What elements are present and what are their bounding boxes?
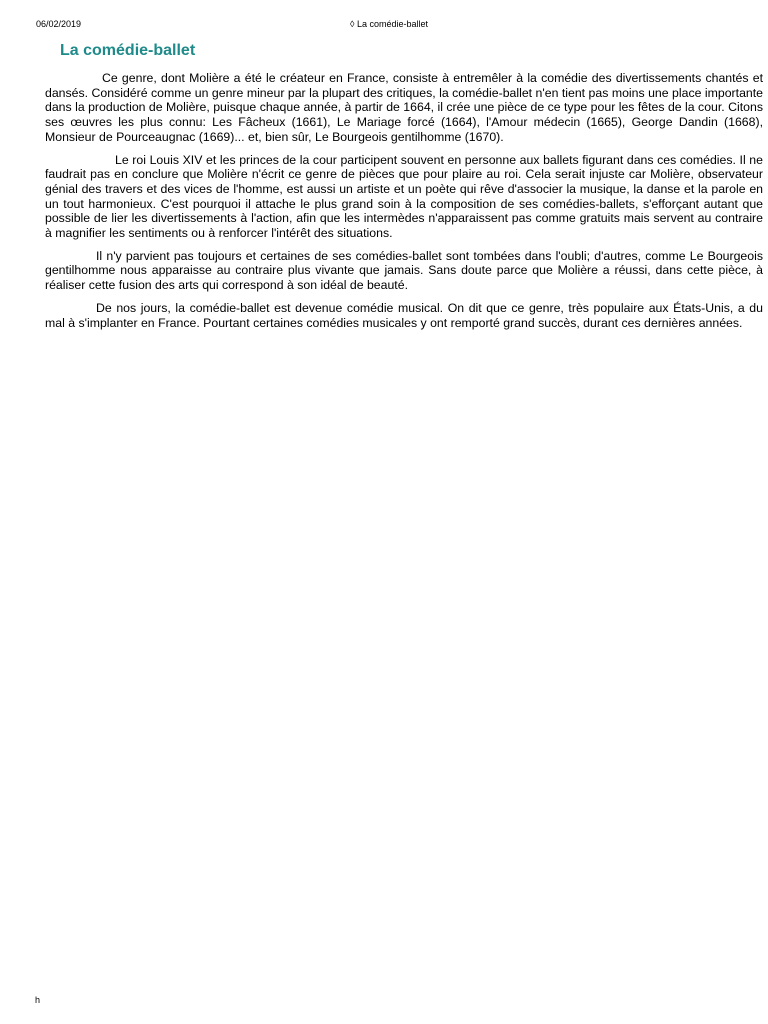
print-header [36, 18, 742, 30]
article-paragraph-3: Il n'y parvient pas toujours et certaines de ses comédies-ballet sont tombées dans l'oubli; d'autres, comme Le Bourgeois gentilhomme nous apparaisse au contraire plus vivante que jamais. Sans doute parce que Molière a réussi, dans cette pièce, à réaliser cette fusion des arts qui correspond à son idéal de beauté. [45, 248, 763, 293]
print-page-title: ◊ La comédie-ballet [350, 19, 428, 29]
print-date: 06/02/2019 [36, 19, 82, 29]
print-footer-url-fragment: h [35, 995, 41, 1005]
article-paragraph-4: De nos jours, la comédie-ballet est devenue comédie musical. On dit que ce genre, très populaire aux États-Unis, a du mal à s'implanter en France. Pourtant certaines comédies musicales y ont remporté grand succès, durant ces dernières années. [45, 300, 763, 330]
article-paragraph-2: Le roi Louis XIV et les princes de la cour participent souvent en personne aux ballets figurant dans ces comédies. Il ne faudrait pas en conclure que Molière n'écrit ce genre de pièces que pour plaire au roi. Cela serait injuste car Molière, observateur génial des travers et des vices de l'homme, est aussi un artiste et un poète qui rêve d'associer la musique, la danse et la parole en un tout harmonieux. C'est pourquoi il attache le plus grand soin à la composition de ses comédies-ballets, s'efforçant autant que possible de lier les divertissements à l'action, afin que les intermèdes n'apparaissent pas comme gratuits mais servent au contraire à magnifier les sentiments ou à renforcer l'intérêt des situations. [45, 152, 763, 241]
article-body [45, 71, 763, 338]
article-paragraph-1: Ce genre, dont Molière a été le créateur en France, consiste à entremêler à la comédie des divertissements chantés et dansés. Considéré comme un genre mineur par la plupart des critiques, la comédie-ballet n'en tient pas moins une place importante dans la production de Molière, puisque chaque année, à partir de 1664, il crée une pièce de ce type pour les fêtes de la cour. Citons ses œuvres les plus connu: Les Fâcheux (1661), Le Mariage forcé (1664), l'Amour médecin (1665), George Dandin (1668), Monsieur de Pourceaugnac (1669)... et, bien sûr, Le Bourgeois gentilhomme (1670). [45, 71, 763, 144]
article-title: La comédie-ballet [60, 42, 196, 59]
